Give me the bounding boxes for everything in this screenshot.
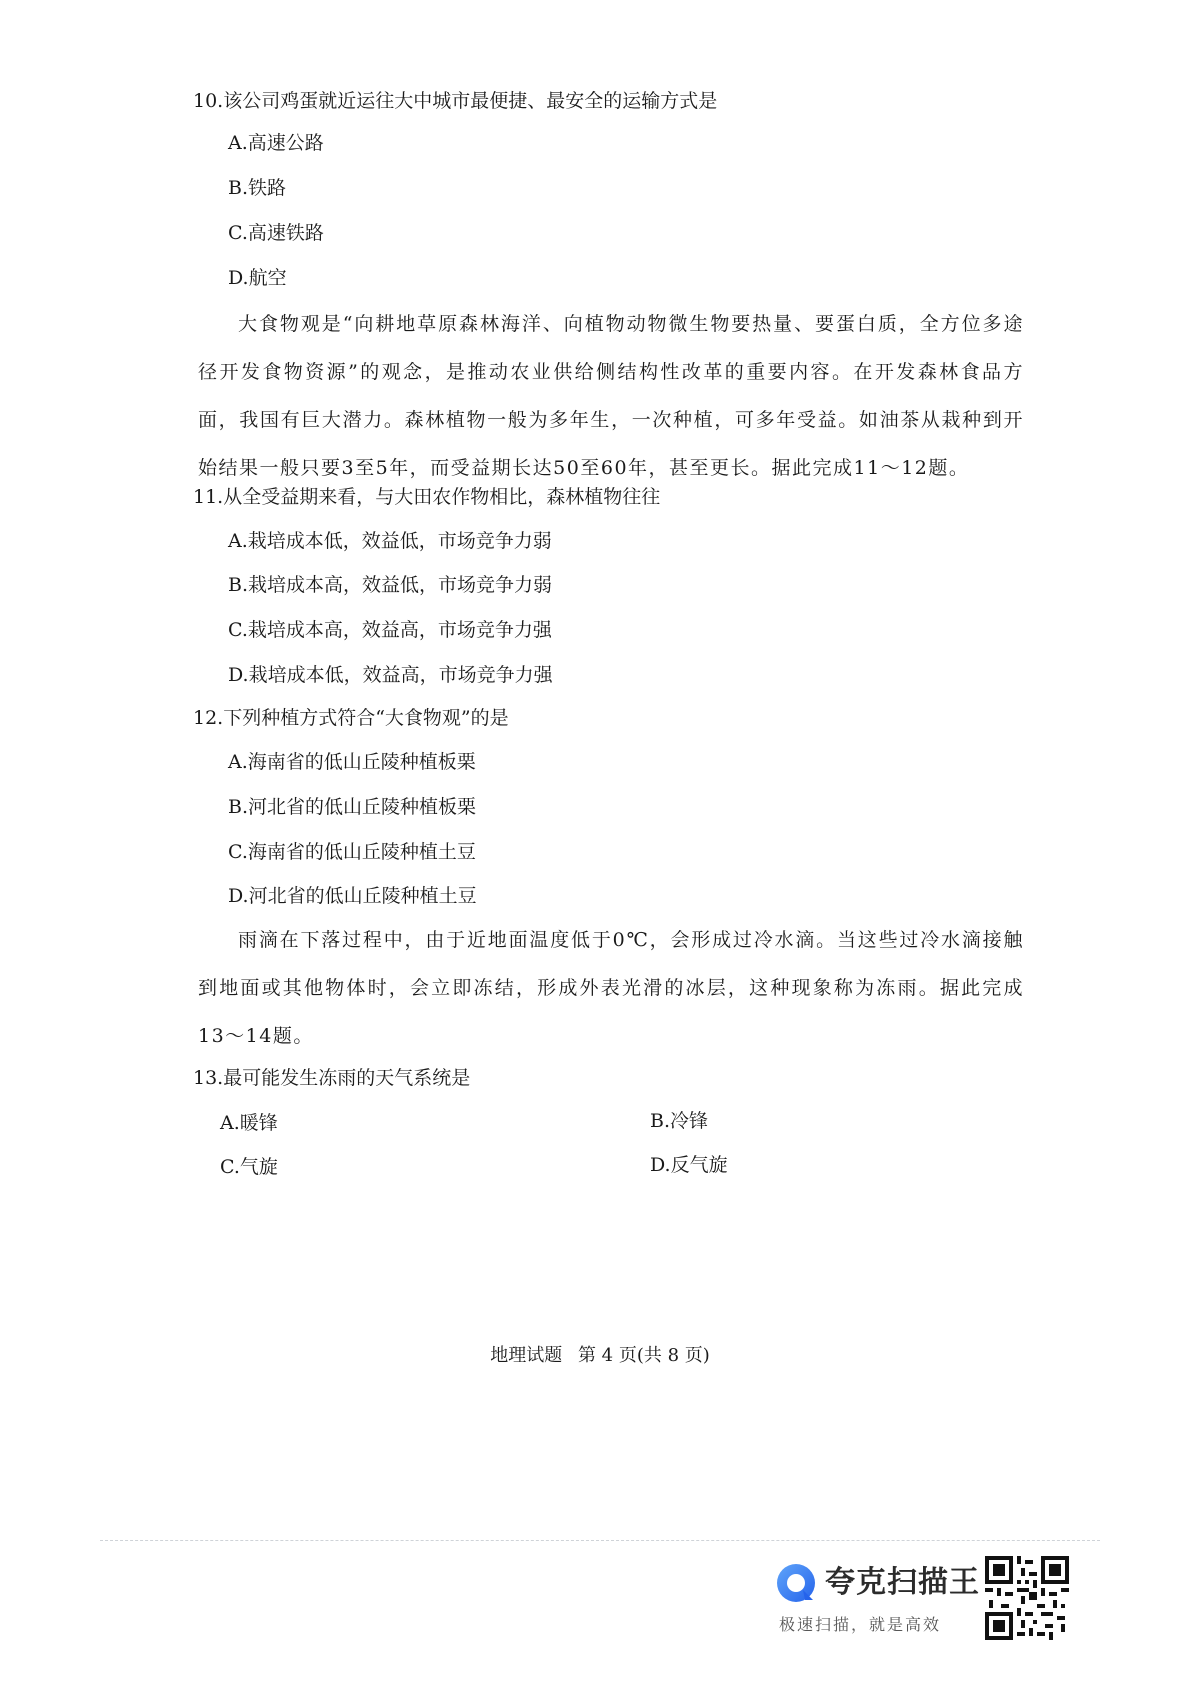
question-10-option-a: A.高速公路	[228, 132, 324, 154]
quark-logo-icon	[775, 1562, 817, 1604]
question-10-option-c: C.高速铁路	[228, 222, 324, 244]
passage-big-food-concept: 大食物观是“向耕地草原森林海洋、向植物动物微生物要热量、要蛋白质，全方位多途径开发食物资源”的观念，是推动农业供给侧结构性改革的重要内容。在开发森林食品方面，我国有巨大潜力。森林植物一般为多年生，一次种植，可多年受益。如油茶从栽种到开始结果一般只要3至5年，而受益期长达50至60年，甚至更长。据此完成11～12题。	[198, 313, 1024, 479]
question-12-option-d: D.河北省的低山丘陵种植土豆	[228, 885, 477, 907]
question-12-option-b: B.河北省的低山丘陵种植板栗	[228, 796, 477, 818]
watermark-divider	[100, 1540, 1100, 1541]
question-13-stem: 13.最可能发生冻雨的天气系统是	[193, 1067, 471, 1089]
question-12-option-a: A.海南省的低山丘陵种植板栗	[228, 751, 476, 773]
question-13-option-c: C.气旋	[220, 1156, 278, 1178]
question-10-option-b: B.铁路	[228, 177, 287, 199]
question-13-option-a: A.暖锋	[220, 1112, 278, 1134]
question-11-option-b: B.栽培成本高，效益低，市场竞争力弱	[228, 574, 553, 596]
question-11-option-d: D.栽培成本低，效益高，市场竞争力强	[228, 664, 553, 686]
question-12-option-c: C.海南省的低山丘陵种植土豆	[228, 841, 476, 863]
question-11-stem: 11.从全受益期来看，与大田农作物相比，森林植物往往	[193, 486, 661, 508]
qr-code-icon	[985, 1556, 1069, 1640]
passage-freezing-rain: 雨滴在下落过程中，由于近地面温度低于0℃，会形成过冷水滴。当这些过冷水滴接触到地面或其他物体时，会立即冻结，形成外表光滑的冰层，这种现象称为冻雨。据此完成13～14题。	[198, 929, 1024, 1047]
scanner-slogan: 极速扫描，就是高效	[779, 1617, 942, 1634]
scanner-app-name: 夸克扫描王	[825, 1566, 980, 1599]
footer-subject: 地理试题	[490, 1345, 563, 1366]
page-footer	[0, 1341, 1200, 1367]
question-10-option-d: D.航空	[228, 267, 287, 289]
question-13-option-d: D.反气旋	[650, 1154, 728, 1176]
question-10-stem: 10.该公司鸡蛋就近运往大中城市最便捷、最安全的运输方式是	[193, 90, 718, 112]
question-11-option-c: C.栽培成本高，效益高，市场竞争力强	[228, 619, 552, 641]
footer-page-number: 第 4 页(共 8 页)	[577, 1345, 710, 1366]
question-12-stem: 12.下列种植方式符合“大食物观”的是	[193, 707, 509, 729]
question-13-option-b: B.冷锋	[650, 1110, 709, 1132]
question-11-option-a: A.栽培成本低，效益低，市场竞争力弱	[228, 530, 552, 552]
